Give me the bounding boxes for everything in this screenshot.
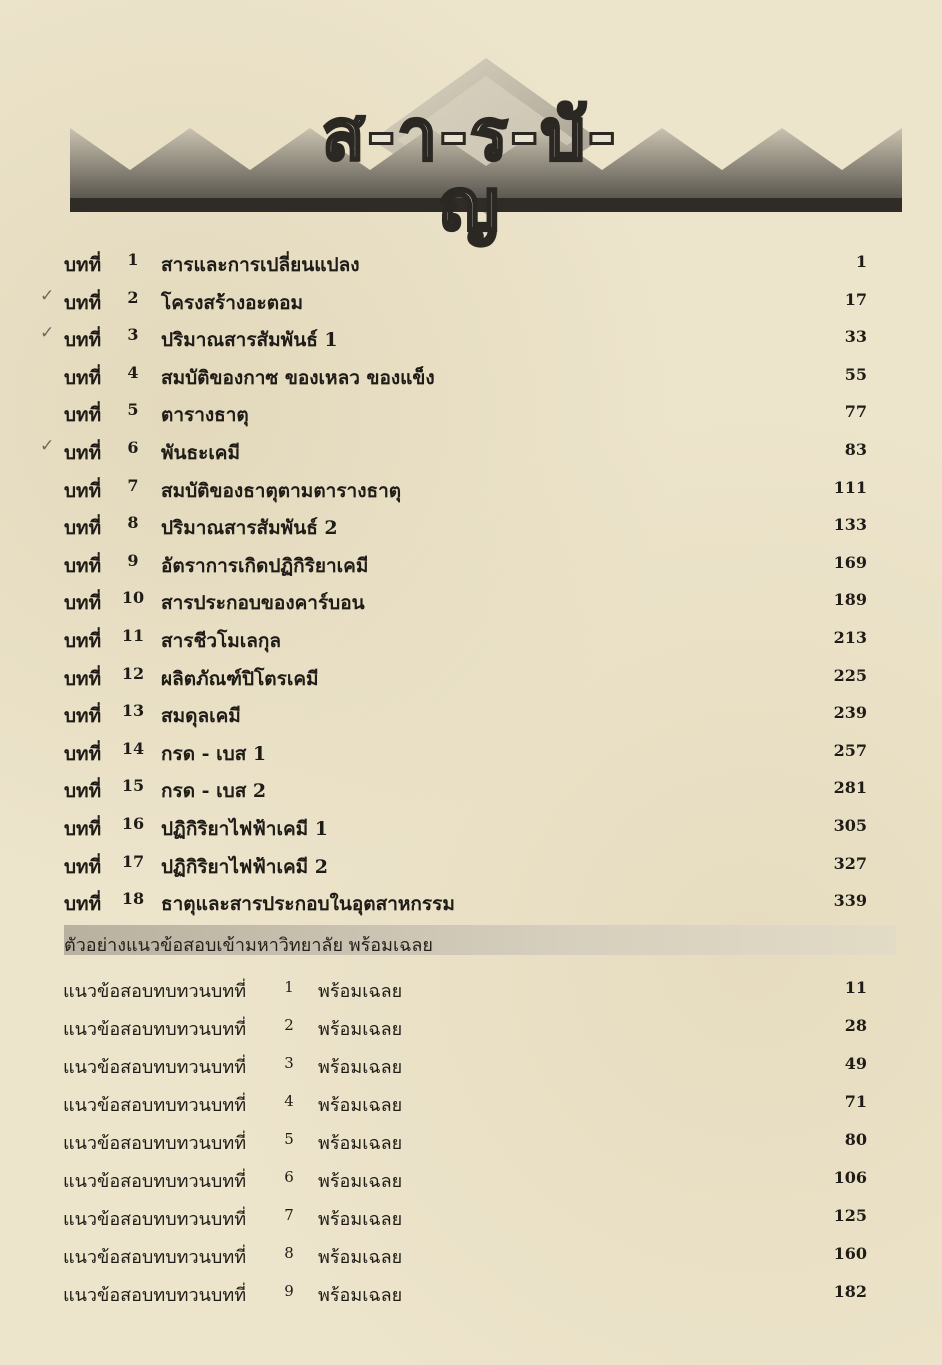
- chapter-page: 189: [833, 590, 867, 610]
- exam-page: 80: [844, 1130, 867, 1149]
- chapter-prefix: บทที่: [64, 441, 102, 464]
- chapter-prefix: บทที่: [64, 780, 102, 803]
- exam-suffix: พร้อมเฉลย: [318, 1171, 403, 1192]
- chapter-number: 17: [121, 851, 145, 871]
- exam-list: [0, 968, 942, 1310]
- chapter-prefix: บทที่: [64, 855, 102, 878]
- exam-suffix: พร้อมเฉลย: [318, 1057, 403, 1078]
- chapter-prefix: บทที่: [64, 404, 102, 427]
- chapter-number: 3: [127, 325, 139, 345]
- chapter-page: 83: [844, 439, 867, 459]
- chapter-title: สารประกอบของคาร์บอน: [161, 592, 365, 615]
- chapter-number: 14: [121, 738, 145, 758]
- chapter-row: [0, 505, 942, 543]
- chapter-number: 16: [121, 813, 145, 833]
- exam-label: แนวข้อสอบทบทวนบทที่: [63, 1285, 247, 1306]
- chapter-title: ปฏิกิริยาไฟฟ้าเคมี 1: [161, 817, 329, 840]
- exam-chapter-number: 2: [284, 1016, 294, 1034]
- chapter-page: 111: [833, 477, 867, 497]
- exam-label: แนวข้อสอบทบทวนบทที่: [63, 1019, 247, 1040]
- exam-chapter-number: 7: [284, 1206, 294, 1224]
- chapter-number: 11: [121, 625, 145, 645]
- exam-page: 106: [833, 1168, 867, 1187]
- exam-row: [0, 1158, 942, 1196]
- chapter-page: 17: [844, 289, 867, 309]
- chapter-title: สมบัติของธาตุตามตารางธาตุ: [161, 479, 402, 502]
- exam-label: แนวข้อสอบทบทวนบทที่: [63, 1209, 247, 1230]
- chapter-number: 18: [121, 889, 145, 909]
- exam-page: 71: [844, 1092, 867, 1111]
- exam-row: [0, 1082, 942, 1120]
- chapter-row: [0, 693, 942, 731]
- chapter-title: สมบัติของกาซ ของเหลว ของแข็ง: [161, 366, 435, 389]
- exam-suffix: พร้อมเฉลย: [318, 1247, 403, 1268]
- exam-row: [0, 1006, 942, 1044]
- chapter-row: [0, 580, 942, 618]
- chapter-number: 4: [127, 362, 139, 382]
- chapter-number: 5: [127, 400, 139, 420]
- chapter-row: [0, 242, 942, 280]
- chapter-prefix: บทที่: [64, 629, 102, 652]
- exam-page: 28: [844, 1016, 867, 1035]
- page-title: ส-า-ร-บั-ญ: [321, 94, 619, 246]
- chapter-row: [0, 768, 942, 806]
- chapter-page: 77: [844, 402, 867, 422]
- chapter-number: 10: [121, 588, 145, 608]
- chapter-page: 339: [833, 891, 867, 911]
- chapter-number: 13: [121, 701, 145, 721]
- check-mark: ✓: [40, 323, 55, 344]
- exam-chapter-number: 9: [284, 1282, 294, 1300]
- exam-label: แนวข้อสอบทบทวนบทที่: [63, 1247, 247, 1268]
- exam-suffix: พร้อมเฉลย: [318, 1095, 403, 1116]
- chapter-title: ปริมาณสารสัมพันธ์ 2: [161, 517, 338, 540]
- chapter-title: กรด - เบส 2: [161, 780, 267, 803]
- chapter-prefix: บทที่: [64, 291, 102, 314]
- exam-chapter-number: 4: [284, 1092, 294, 1110]
- chapter-row: [0, 468, 942, 506]
- chapter-page: 257: [833, 740, 867, 760]
- exam-row: [0, 1272, 942, 1310]
- exam-chapter-number: 1: [284, 978, 294, 996]
- chapter-row: [0, 392, 942, 430]
- exam-suffix: พร้อมเฉลย: [318, 1133, 403, 1154]
- chapter-title: โครงสร้างอะตอม: [161, 291, 304, 314]
- exam-row: [0, 968, 942, 1006]
- exam-section-title: ตัวอย่างแนวข้อสอบเข้ามหาวิทยาลัย พร้อมเฉลย: [64, 935, 433, 956]
- chapter-number: 8: [127, 513, 139, 533]
- chapter-prefix: บทที่: [64, 667, 102, 690]
- chapter-list: [0, 242, 942, 919]
- chapter-row: [0, 806, 942, 844]
- chapter-page: 213: [833, 627, 867, 647]
- chapter-number: 1: [127, 250, 139, 269]
- chapter-title: ธาตุและสารประกอบในอุตสาหกรรม: [161, 893, 455, 916]
- chapter-prefix: บทที่: [64, 254, 102, 276]
- chapter-number: 15: [121, 776, 145, 796]
- exam-row: [0, 1234, 942, 1272]
- chapter-prefix: บทที่: [64, 705, 102, 728]
- check-mark: ✓: [40, 285, 55, 306]
- chapter-page: 327: [833, 853, 867, 873]
- chapter-title: พันธะเคมี: [161, 441, 241, 464]
- exam-label: แนวข้อสอบทบทวนบทที่: [63, 1057, 247, 1078]
- chapter-prefix: บทที่: [64, 366, 102, 389]
- chapter-title: สารและการเปลี่ยนแปลง: [161, 254, 360, 276]
- exam-page: 125: [833, 1206, 867, 1225]
- exam-page: 11: [844, 978, 867, 997]
- chapter-prefix: บทที่: [64, 742, 102, 765]
- check-mark: ✓: [40, 435, 55, 456]
- exam-suffix: พร้อมเฉลย: [318, 1285, 403, 1306]
- chapter-page: 133: [833, 515, 867, 535]
- chapter-page: 225: [833, 665, 867, 685]
- chapter-number: 12: [121, 663, 145, 683]
- chapter-page: 239: [833, 703, 867, 723]
- chapter-title: ปฏิกิริยาไฟฟ้าเคมี 2: [161, 855, 329, 878]
- exam-row: [0, 1196, 942, 1234]
- chapter-prefix: บทที่: [64, 592, 102, 615]
- chapter-title: สมดุลเคมี: [161, 705, 241, 728]
- exam-label: แนวข้อสอบทบทวนบทที่: [63, 981, 247, 1002]
- chapter-prefix: บทที่: [64, 479, 102, 502]
- exam-page: 160: [833, 1244, 867, 1263]
- chapter-page: 1: [855, 252, 867, 271]
- chapter-row: [0, 844, 942, 882]
- chapter-prefix: บทที่: [64, 817, 102, 840]
- chapter-number: 6: [127, 437, 139, 457]
- chapter-number: 9: [127, 550, 139, 570]
- chapter-prefix: บทที่: [64, 893, 102, 916]
- chapter-page: 305: [833, 815, 867, 835]
- exam-chapter-number: 6: [284, 1168, 294, 1186]
- exam-page: 182: [833, 1282, 867, 1301]
- chapter-row: [0, 355, 942, 393]
- chapter-title: ตารางธาตุ: [161, 404, 249, 427]
- chapter-row: [0, 731, 942, 769]
- exam-page: 49: [844, 1054, 867, 1073]
- chapter-title: ปริมาณสารสัมพันธ์ 1: [161, 329, 338, 352]
- chapter-page: 33: [844, 327, 867, 347]
- exam-chapter-number: 8: [284, 1244, 294, 1262]
- chapter-prefix: บทที่: [64, 517, 102, 540]
- chapter-prefix: บทที่: [64, 329, 102, 352]
- chapter-row: [0, 543, 942, 581]
- chapter-number: 7: [127, 475, 139, 495]
- exam-label: แนวข้อสอบทบทวนบทที่: [63, 1133, 247, 1154]
- chapter-row: [0, 656, 942, 694]
- chapter-prefix: บทที่: [64, 554, 102, 577]
- chapter-row: [0, 317, 942, 355]
- chapter-title: กรด - เบส 1: [161, 742, 267, 765]
- exam-chapter-number: 5: [284, 1130, 294, 1148]
- exam-chapter-number: 3: [284, 1054, 294, 1072]
- exam-label: แนวข้อสอบทบทวนบทที่: [63, 1171, 247, 1192]
- chapter-page: 169: [833, 552, 867, 572]
- chapter-page: 55: [844, 364, 867, 384]
- chapter-title: อัตราการเกิดปฏิกิริยาเคมี: [161, 554, 369, 577]
- chapter-page: 281: [833, 778, 867, 798]
- chapter-title: สารชีวโมเลกุล: [161, 629, 282, 652]
- chapter-title: ผลิตภัณฑ์ปิโตรเคมี: [161, 667, 319, 690]
- exam-suffix: พร้อมเฉลย: [318, 1019, 403, 1040]
- exam-suffix: พร้อมเฉลย: [318, 1209, 403, 1230]
- chapter-number: 2: [127, 287, 139, 307]
- chapter-row: [0, 430, 942, 468]
- chapter-row: [0, 280, 942, 318]
- exam-label: แนวข้อสอบทบทวนบทที่: [63, 1095, 247, 1116]
- exam-row: [0, 1044, 942, 1082]
- exam-suffix: พร้อมเฉลย: [318, 981, 403, 1002]
- exam-row: [0, 1120, 942, 1158]
- chapter-row: [0, 881, 942, 919]
- chapter-row: [0, 618, 942, 656]
